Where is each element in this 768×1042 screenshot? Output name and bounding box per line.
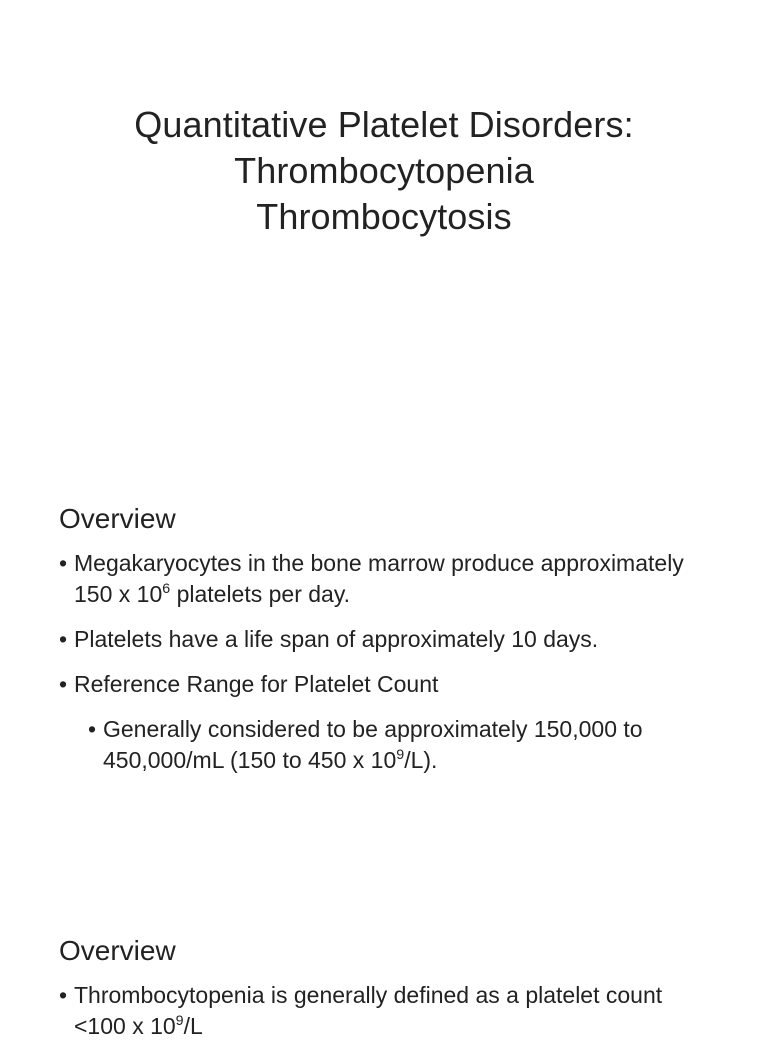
bullet-item xyxy=(59,980,710,1042)
bullet-text: Generally considered to be approximately 150,000 to 450,000/mL (150 to 450 x 10 xyxy=(103,716,643,773)
title-slide xyxy=(0,0,768,432)
bullet-list xyxy=(59,548,710,776)
bullet-text: /L xyxy=(183,1013,203,1039)
sub-bullet-item xyxy=(88,714,710,776)
bullet-item xyxy=(59,548,710,610)
bullet-text: Thrombocytopenia is generally defined as a platelet count <100 x 10 xyxy=(74,982,663,1039)
title-line: Thrombocytopenia xyxy=(234,150,534,192)
slide-heading: Overview xyxy=(59,503,176,535)
slide-heading: Overview xyxy=(59,935,176,967)
title-line: Thrombocytosis xyxy=(256,196,512,238)
bullet-item xyxy=(59,669,710,700)
bullet-text: /L). xyxy=(404,747,438,773)
bullet-text: Platelets have a life span of approximately 10 days. xyxy=(74,626,599,652)
slide-title xyxy=(0,102,768,240)
exponent: 9 xyxy=(396,746,405,763)
bullet-text: platelets per day. xyxy=(170,581,351,607)
overview-slide xyxy=(0,864,768,1039)
overview-slide xyxy=(0,432,768,864)
title-line: Quantitative Platelet Disorders: xyxy=(134,104,634,146)
exponent: 9 xyxy=(175,1012,184,1029)
exponent: 6 xyxy=(162,580,171,597)
bullet-text: Megakaryocytes in the bone marrow produce approximately 150 x 10 xyxy=(74,550,684,607)
bullet-item xyxy=(59,624,710,655)
bullet-list xyxy=(59,980,710,1042)
bullet-text: Reference Range for Platelet Count xyxy=(74,671,439,697)
